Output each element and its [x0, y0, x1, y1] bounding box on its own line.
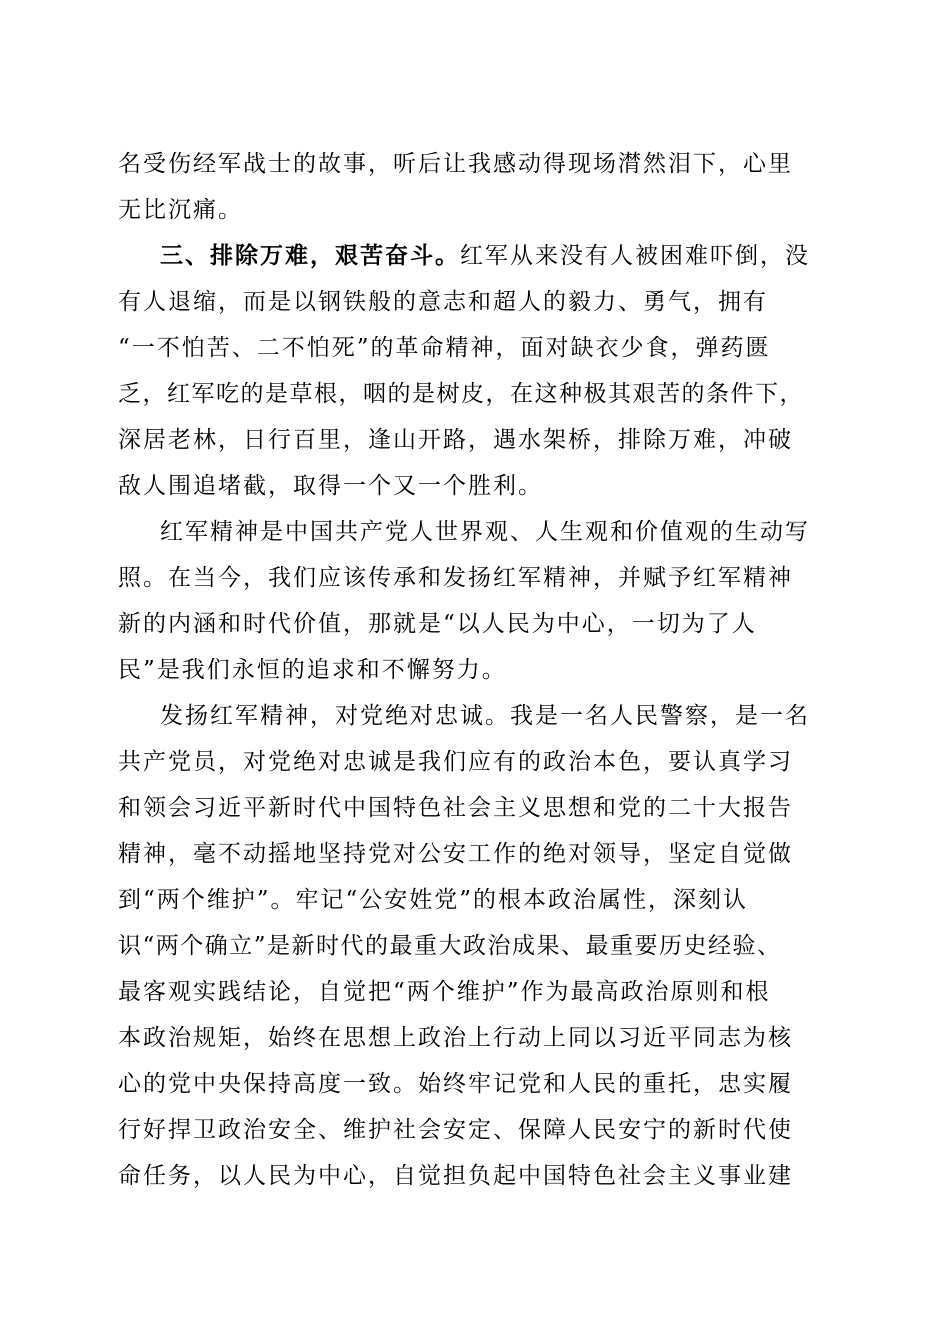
body-line: 共产党员，对党绝对忠诚是我们应有的政治本色，要认真学习 [118, 749, 793, 775]
body-line: 到“两个维护”。牢记“公安姓党”的根本政治属性，深刻认 [118, 887, 749, 913]
body-text: 红军从来没有人被困难吓倒，没 [460, 243, 810, 269]
body-line: 名受伤经军战士的故事，听后让我感动得现场潸然泪下，心里 [118, 151, 793, 177]
body-line: 深居老林，日行百里，逢山开路，遇水架桥，排除万难，冲破 [118, 427, 793, 453]
body-line: 和领会习近平新时代中国特色社会主义思想和党的二十大报告 [118, 795, 793, 821]
body-line: 最客观实践结论，自觉把“两个维护”作为最高政治原则和根 [118, 979, 771, 1005]
body-line: “一不怕苦、二不怕死”的革命精神，面对缺衣少食，弹药匮 [118, 335, 771, 361]
body-line: 心的党中央保持高度一致。始终牢记党和人民的重托，忠实履 [118, 1071, 793, 1097]
body-line: 敌人围追堵截，取得一个又一个胜利。 [118, 473, 543, 499]
section-heading: 三、排除万难，艰苦奋斗。 [160, 243, 460, 269]
body-line: 命任务，以人民为中心，自觉担负起中国特色社会主义事业建 [118, 1163, 793, 1189]
body-line: 行好捍卫政治安全、维护社会安定、保障人民安宁的新时代使 [118, 1117, 793, 1143]
body-line: 新的内涵和时代价值，那就是“以人民为中心，一切为了人 [118, 611, 757, 637]
body-line: 无比沉痛。 [118, 197, 243, 223]
body-line: 乏，红军吃的是草根，咽的是树皮，在这种极其艰苦的条件下， [118, 381, 804, 407]
body-line: 红军精神是中国共产党人世界观、人生观和价值观的生动写 [160, 519, 810, 545]
paragraph-line [160, 240, 810, 272]
body-line: 发扬红军精神，对党绝对忠诚。我是一名人民警察，是一名 [160, 703, 810, 729]
body-line: 有人退缩，而是以钢铁般的意志和超人的毅力、勇气，拥有 [118, 289, 768, 315]
body-line: 识“两个确立”是新时代的最重大政治成果、最重要历史经验、 [118, 933, 782, 959]
body-line: 民”是我们永恒的追求和不懈努力。 [118, 657, 507, 683]
body-line: 精神，毫不动摇地坚持党对公安工作的绝对领导，坚定自觉做 [118, 841, 793, 867]
body-line: 照。在当今，我们应该传承和发扬红军精神，并赋予红军精神 [118, 565, 793, 591]
body-line: 本政治规矩，始终在思想上政治上行动上同以习近平同志为核 [118, 1025, 793, 1051]
